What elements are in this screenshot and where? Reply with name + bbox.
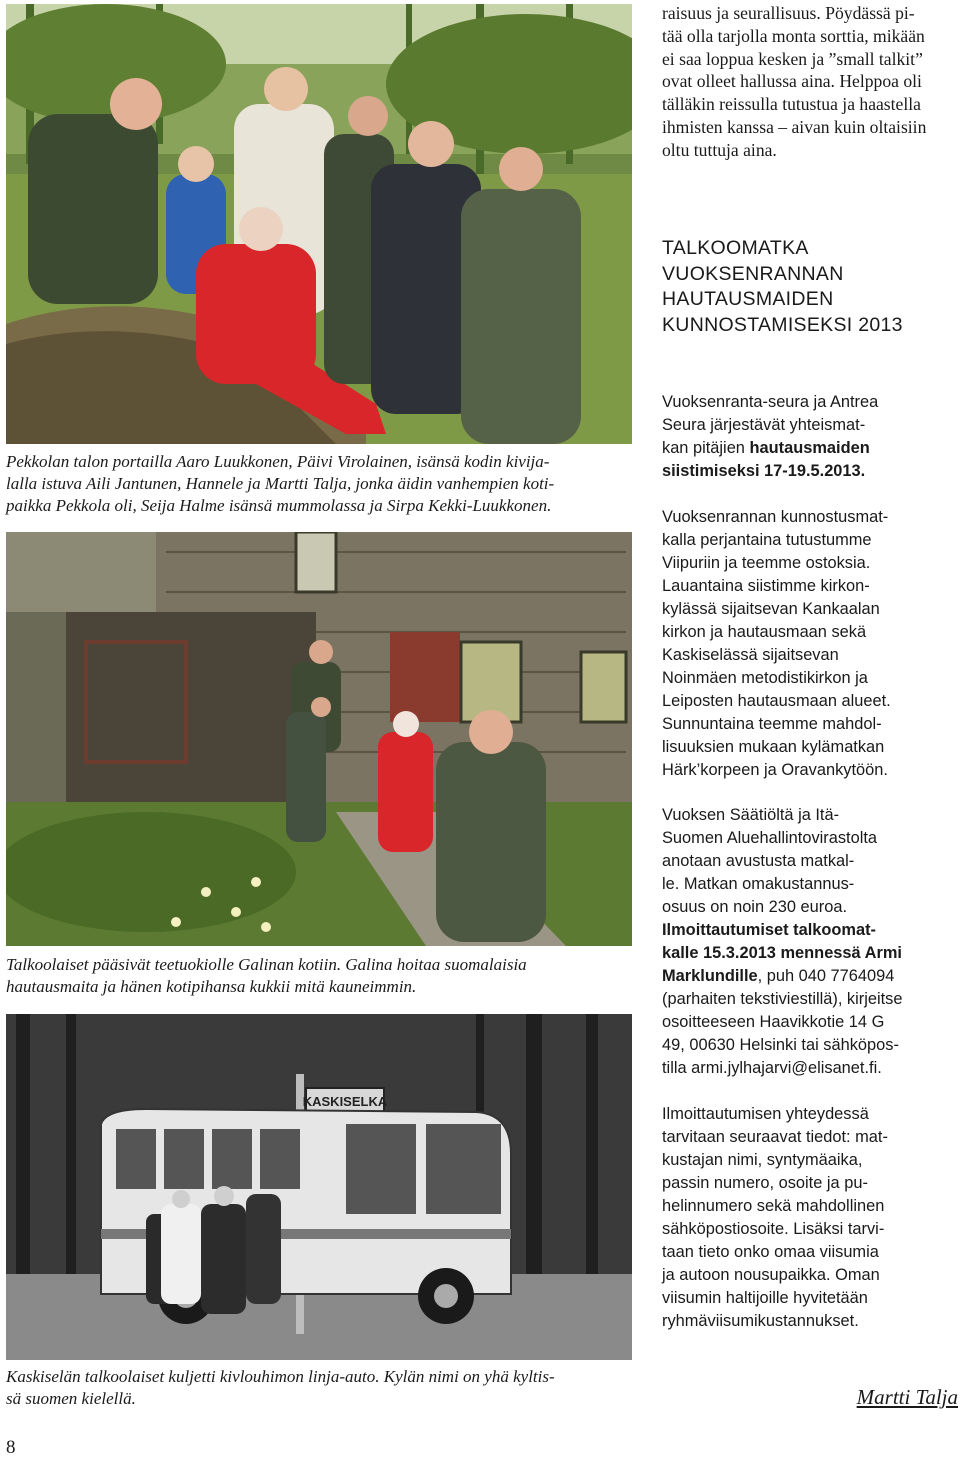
paragraph-line: passin numero, osoite ja pu-	[662, 1174, 868, 1192]
paragraph-line: anotaan avustusta matkal-	[662, 852, 855, 870]
paragraph-bold-text: kalle 15.3.2013 mennessä Armi	[662, 944, 902, 962]
paragraph-line: kalla perjantaina tutustumme	[662, 531, 872, 549]
paragraph-line: Vuoksenranta-seura ja Antrea	[662, 393, 879, 411]
paragraph-line: kylässä sijaitsevan Kankaalan	[662, 600, 880, 618]
paragraph-line: sähköpostiosoite. Lisäksi tarvi-	[662, 1220, 885, 1238]
paragraph-bold-text: siistimiseksi 17-19.5.2013.	[662, 462, 866, 480]
page-number: 8	[6, 1437, 16, 1458]
paragraph-line: le. Matkan omakustannus-	[662, 875, 855, 893]
paragraph-line: Leiposten hautausmaan alueet.	[662, 692, 891, 710]
paragraph-line: tarvitaan seuraavat tiedot: mat-	[662, 1128, 888, 1146]
paragraph-line: (parhaiten tekstiviestillä), kirjeitse	[662, 990, 903, 1008]
paragraph-line	[662, 965, 958, 988]
paragraph-3	[662, 804, 958, 1080]
intro-line: tälläkin reissulla tutustua ja haastella	[662, 94, 921, 115]
paragraph-line: helinnumero sekä mahdollinen	[662, 1197, 885, 1215]
paragraph-line: ryhmäviisumikustannukset.	[662, 1312, 859, 1330]
paragraph-line: Lauantaina siistimme kirkon-	[662, 577, 870, 595]
paragraph-line: osoitteeseen Haavikkotie 14 G	[662, 1013, 885, 1031]
paragraph-line	[662, 942, 958, 965]
caption-2-line: Talkoolaiset pääsivät teetuokiolle Galinan kotiin. Galina hoitaa suomalaisia	[6, 955, 527, 974]
intro-line: ei saa loppua kesken ja ”small talkit”	[662, 48, 923, 69]
paragraph-line: kustajan nimi, syntymäaika,	[662, 1151, 863, 1169]
caption-3-line: sä suomen kielellä.	[6, 1389, 136, 1408]
photo-group-on-rock	[6, 4, 632, 444]
email-link-line[interactable]: tilla armi.jylhajarvi@elisanet.fi.	[662, 1059, 882, 1077]
paragraph-line	[662, 437, 958, 460]
paragraph-line: Ilmoittautumisen yhteydessä	[662, 1105, 869, 1123]
heading-line: VUOKSENRANNAN	[662, 262, 844, 285]
paragraph-line: Vuoksen Säätiöltä ja Itä-	[662, 806, 840, 824]
paragraph-2	[662, 506, 958, 782]
caption-3-line: Kaskiselän talkoolaiset kuljetti kivlouhimon linja-auto. Kylän nimi on yhä kyltis-	[6, 1367, 555, 1386]
paragraph-line: kirkon ja hautausmaan sekä	[662, 623, 867, 641]
article-heading	[662, 236, 958, 338]
paragraph-line: lisuuksien mukaan kylämatkan	[662, 738, 885, 756]
paragraph-line: ja autoon nousupaikka. Oman	[662, 1266, 880, 1284]
paragraph-line: Vuoksenrannan kunnostusmat-	[662, 508, 889, 526]
paragraph-4	[662, 1103, 958, 1333]
caption-1-line: paikka Pekkola oli, Seija Halme isänsä mummolassa ja Sirpa Kekki-Luukkonen.	[6, 496, 552, 515]
paragraph-text: kan pitäjien	[662, 439, 750, 457]
photo-wooden-house	[6, 532, 632, 946]
caption-photo-2	[6, 954, 624, 998]
paragraph-text: , puh 040 7764094	[757, 967, 895, 985]
intro-line: oltu tuttuja aina.	[662, 139, 777, 160]
paragraph-line: 49, 00630 Helsinki tai sähköpos-	[662, 1036, 899, 1054]
paragraph-line: Kaskiselässä sijaitsevan	[662, 646, 839, 664]
heading-line: KUNNOSTAMISEKSI 2013	[662, 313, 903, 336]
paragraph-line	[662, 460, 958, 483]
caption-photo-3	[6, 1366, 624, 1410]
paragraph-line: Seura järjestävät yhteismat-	[662, 416, 866, 434]
intro-line: ovat olleet hallussa aina. Helppoa oli	[662, 71, 922, 92]
paragraph-line: taan tieto onko omaa viisumia	[662, 1243, 879, 1261]
paragraph-line: viisumin haltijoille hyvitetään	[662, 1289, 868, 1307]
intro-line: raisuus ja seurallisuus. Pöydässä pi-	[662, 3, 915, 23]
paragraph-1	[662, 391, 958, 483]
paragraph-bold-text: hautausmaiden	[749, 439, 870, 457]
intro-text	[662, 2, 958, 162]
paragraph-line: osuus on noin 230 euroa.	[662, 898, 847, 916]
caption-1-line: lalla istuva Aili Jantunen, Hannele ja Martti Talja, jonka äidin vanhempien koti-	[6, 474, 555, 493]
paragraph-line: Suomen Aluehallintovirastolta	[662, 829, 878, 847]
paragraph-bold-text: Ilmoittautumiset talkoomat-	[662, 921, 877, 939]
heading-line: HAUTAUSMAIDEN	[662, 288, 834, 310]
paragraph-bold-text: Marklundille	[662, 967, 758, 985]
heading-line: TALKOOMATKA	[662, 237, 809, 259]
photo-bus	[6, 1014, 632, 1360]
paragraph-line	[662, 919, 958, 942]
author-signature: Martti Talja	[856, 1385, 958, 1409]
intro-line: tää olla tarjolla monta sorttia, mikään	[662, 25, 925, 46]
bus-sign-text: KASKISELKA	[302, 1094, 388, 1109]
paragraph-line: Sunnuntaina teemme mahdol-	[662, 715, 882, 733]
intro-line: ihmisten kanssa – aivan kuin oltaisiin	[662, 116, 927, 137]
paragraph-line: Noinmäen metodistikirkon ja	[662, 669, 868, 687]
caption-1-line: Pekkolan talon portailla Aaro Luukkonen, Päivi Virolainen, isänsä kodin kivija-	[6, 452, 550, 471]
caption-photo-1	[6, 451, 624, 517]
paragraph-line: Viipuriin ja teemme ostoksia.	[662, 554, 871, 572]
caption-2-line: hautausmaita ja hänen kotipihansa kukkii mitä kauneimmin.	[6, 977, 417, 996]
paragraph-line: Härk’korpeen ja Oravankytöön.	[662, 761, 888, 779]
